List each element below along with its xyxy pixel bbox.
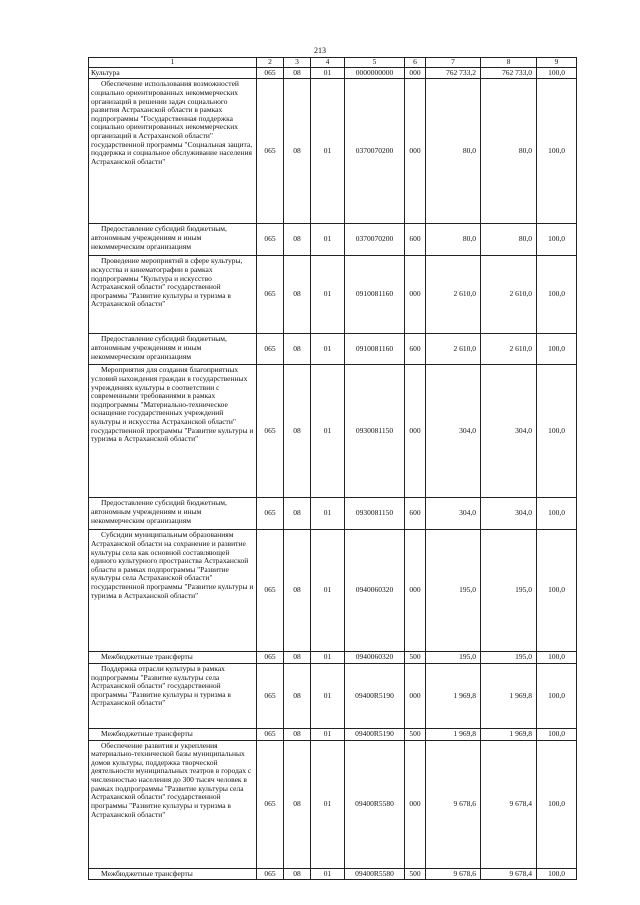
admin-code: 065	[257, 79, 284, 224]
executed-amount: 2 610,0	[481, 256, 537, 334]
target-article-code: 0910081160	[345, 256, 405, 334]
section-code: 08	[284, 740, 311, 868]
executed-amount: 304,0	[481, 498, 537, 530]
admin-code: 065	[257, 740, 284, 868]
execution-percent: 100,0	[537, 365, 577, 498]
subsection-code: 01	[311, 224, 345, 256]
planned-amount: 304,0	[426, 498, 481, 530]
expense-type-code: 500	[405, 728, 426, 740]
row-name: Культура	[89, 67, 257, 79]
target-article-code: 09400R5190	[345, 728, 405, 740]
expense-type-code: 000	[405, 365, 426, 498]
row-name: Межбюджетные трансферты	[89, 728, 257, 740]
planned-amount: 2 610,0	[426, 334, 481, 365]
budget-table	[88, 57, 577, 880]
row-name: Межбюджетные трансферты	[89, 868, 257, 880]
admin-code: 065	[257, 224, 284, 256]
admin-code: 065	[257, 365, 284, 498]
section-code: 08	[284, 663, 311, 728]
execution-percent: 100,0	[537, 728, 577, 740]
planned-amount: 9 678,6	[426, 740, 481, 868]
subsection-code: 01	[311, 498, 345, 530]
expense-type-code: 500	[405, 868, 426, 880]
expense-type-code: 000	[405, 79, 426, 224]
admin-code: 065	[257, 663, 284, 728]
section-code: 08	[284, 256, 311, 334]
subsection-code: 01	[311, 67, 345, 79]
planned-amount: 195,0	[426, 530, 481, 652]
table-row	[89, 256, 577, 334]
table-row	[89, 530, 577, 652]
execution-percent: 100,0	[537, 663, 577, 728]
planned-amount: 1 969,8	[426, 728, 481, 740]
subsection-code: 01	[311, 663, 345, 728]
table-header-row	[89, 58, 577, 68]
table-row	[89, 740, 577, 868]
table-row	[89, 79, 577, 224]
execution-percent: 100,0	[537, 67, 577, 79]
execution-percent: 100,0	[537, 740, 577, 868]
row-name: Субсидии муниципальным образованиям Астраханской области на сохранение и развитие культуры села как основной составляющей единого культурного пространства Астраханской области в рамках подпрограммы "Развитие культуры села Астраханской области" государственной программы "Развитие культуры и туризма в Астраханской области"	[89, 530, 257, 652]
target-article-code: 0370070200	[345, 224, 405, 256]
row-name: Межбюджетные трансферты	[89, 652, 257, 664]
section-code: 08	[284, 652, 311, 664]
planned-amount: 80,0	[426, 224, 481, 256]
table-row	[89, 365, 577, 498]
table-row	[89, 663, 577, 728]
executed-amount: 304,0	[481, 365, 537, 498]
target-article-code: 0000000000	[345, 67, 405, 79]
execution-percent: 100,0	[537, 530, 577, 652]
expense-type-code: 000	[405, 67, 426, 79]
expense-type-code: 500	[405, 652, 426, 664]
expense-type-code: 600	[405, 224, 426, 256]
subsection-code: 01	[311, 652, 345, 664]
executed-amount: 80,0	[481, 79, 537, 224]
header-cell: 6	[405, 58, 426, 68]
target-article-code: 0370070200	[345, 79, 405, 224]
section-code: 08	[284, 728, 311, 740]
admin-code: 065	[257, 652, 284, 664]
admin-code: 065	[257, 728, 284, 740]
planned-amount: 1 969,8	[426, 663, 481, 728]
execution-percent: 100,0	[537, 498, 577, 530]
subsection-code: 01	[311, 334, 345, 365]
target-article-code: 0930081150	[345, 365, 405, 498]
planned-amount: 9 678,6	[426, 868, 481, 880]
planned-amount: 2 610,0	[426, 256, 481, 334]
expense-type-code: 000	[405, 740, 426, 868]
header-cell: 1	[89, 58, 257, 68]
section-code: 08	[284, 79, 311, 224]
row-name: Предоставление субсидий бюджетным, автономным учреждениям и иным некоммерческим организациям	[89, 334, 257, 365]
section-code: 08	[284, 498, 311, 530]
planned-amount: 80,0	[426, 79, 481, 224]
planned-amount: 762 733,2	[426, 67, 481, 79]
table-row	[89, 224, 577, 256]
table-row	[89, 334, 577, 365]
header-cell: 3	[284, 58, 311, 68]
row-name: Поддержка отрасли культуры в рамках подпрограммы "Развитие культуры села Астраханской области" государственной программы "Развитие культуры и туризма в Астраханской области"	[89, 663, 257, 728]
expense-type-code: 600	[405, 498, 426, 530]
planned-amount: 195,0	[426, 652, 481, 664]
section-code: 08	[284, 224, 311, 256]
admin-code: 065	[257, 868, 284, 880]
execution-percent: 100,0	[537, 224, 577, 256]
row-name: Обеспечение использования возможностей социально ориентированных некоммерческих организаций в решении задач социального развития Астраханской области в рамках подпрограммы "Государственная поддержка социально ориентированных некоммерческих организаций в Астраханской области" государственной программы "Социальная защита, поддержка и социальное обслуживание населения Астраханской области"	[89, 79, 257, 224]
header-cell: 5	[345, 58, 405, 68]
execution-percent: 100,0	[537, 256, 577, 334]
table-row	[89, 868, 577, 880]
subsection-code: 01	[311, 79, 345, 224]
executed-amount: 9 678,4	[481, 740, 537, 868]
target-article-code: 0940060320	[345, 530, 405, 652]
target-article-code: 09400R5580	[345, 868, 405, 880]
executed-amount: 195,0	[481, 652, 537, 664]
expense-type-code: 600	[405, 334, 426, 365]
header-cell: 9	[537, 58, 577, 68]
execution-percent: 100,0	[537, 334, 577, 365]
subsection-code: 01	[311, 365, 345, 498]
target-article-code: 0940060320	[345, 652, 405, 664]
table-row	[89, 728, 577, 740]
planned-amount: 304,0	[426, 365, 481, 498]
admin-code: 065	[257, 67, 284, 79]
executed-amount: 195,0	[481, 530, 537, 652]
executed-amount: 80,0	[481, 224, 537, 256]
executed-amount: 762 733,0	[481, 67, 537, 79]
row-name: Предоставление субсидий бюджетным, автономным учреждениям и иным некоммерческим организациям	[89, 224, 257, 256]
section-code: 08	[284, 67, 311, 79]
section-code: 08	[284, 530, 311, 652]
execution-percent: 100,0	[537, 652, 577, 664]
section-code: 08	[284, 365, 311, 498]
executed-amount: 1 969,8	[481, 663, 537, 728]
execution-percent: 100,0	[537, 79, 577, 224]
target-article-code: 09400R5580	[345, 740, 405, 868]
subsection-code: 01	[311, 740, 345, 868]
header-cell: 4	[311, 58, 345, 68]
page-number: 213	[314, 46, 326, 55]
expense-type-code: 000	[405, 530, 426, 652]
section-code: 08	[284, 868, 311, 880]
row-name: Обеспечение развития и укрепления материально-технической базы муниципальных домов культуры, поддержка творческой деятельности муниципальных театров в городах с численностью населения до 300 тысяч человек в рамках подпрограммы "Развитие культуры села Астраханской области" государственной программы "Развитие культуры и туризма в Астраханской области"	[89, 740, 257, 868]
expense-type-code: 000	[405, 256, 426, 334]
admin-code: 065	[257, 498, 284, 530]
executed-amount: 2 610,0	[481, 334, 537, 365]
subsection-code: 01	[311, 868, 345, 880]
header-cell: 8	[481, 58, 537, 68]
header-cell: 2	[257, 58, 284, 68]
row-name: Предоставление субсидий бюджетным, автономным учреждениям и иным некоммерческим организациям	[89, 498, 257, 530]
target-article-code: 09400R5190	[345, 663, 405, 728]
target-article-code: 0910081160	[345, 334, 405, 365]
expense-type-code: 000	[405, 663, 426, 728]
admin-code: 065	[257, 530, 284, 652]
subsection-code: 01	[311, 728, 345, 740]
execution-percent: 100,0	[537, 868, 577, 880]
subsection-code: 01	[311, 530, 345, 652]
admin-code: 065	[257, 334, 284, 365]
executed-amount: 1 969,8	[481, 728, 537, 740]
section-code: 08	[284, 334, 311, 365]
row-name: Проведение мероприятий в сфере культуры, искусства и кинематографии в рамках подпрограммы "Культура и искусство Астраханской области" государственной программы "Развитие культуры и туризма в Астраханской области"	[89, 256, 257, 334]
subsection-code: 01	[311, 256, 345, 334]
header-cell: 7	[426, 58, 481, 68]
admin-code: 065	[257, 256, 284, 334]
table-row	[89, 652, 577, 664]
row-name: Мероприятия для создания благоприятных условий нахождения граждан в государственных учреждениях культуры в соответствии с современными требованиями в рамках подпрограммы "Материально-техническое оснащение государственных учреждений культуры и искусства Астраханской области" государственной программы "Развитие культуры и туризма в Астраханской области"	[89, 365, 257, 498]
target-article-code: 0930081150	[345, 498, 405, 530]
table-row	[89, 67, 577, 79]
table-row	[89, 498, 577, 530]
executed-amount: 9 678,4	[481, 868, 537, 880]
